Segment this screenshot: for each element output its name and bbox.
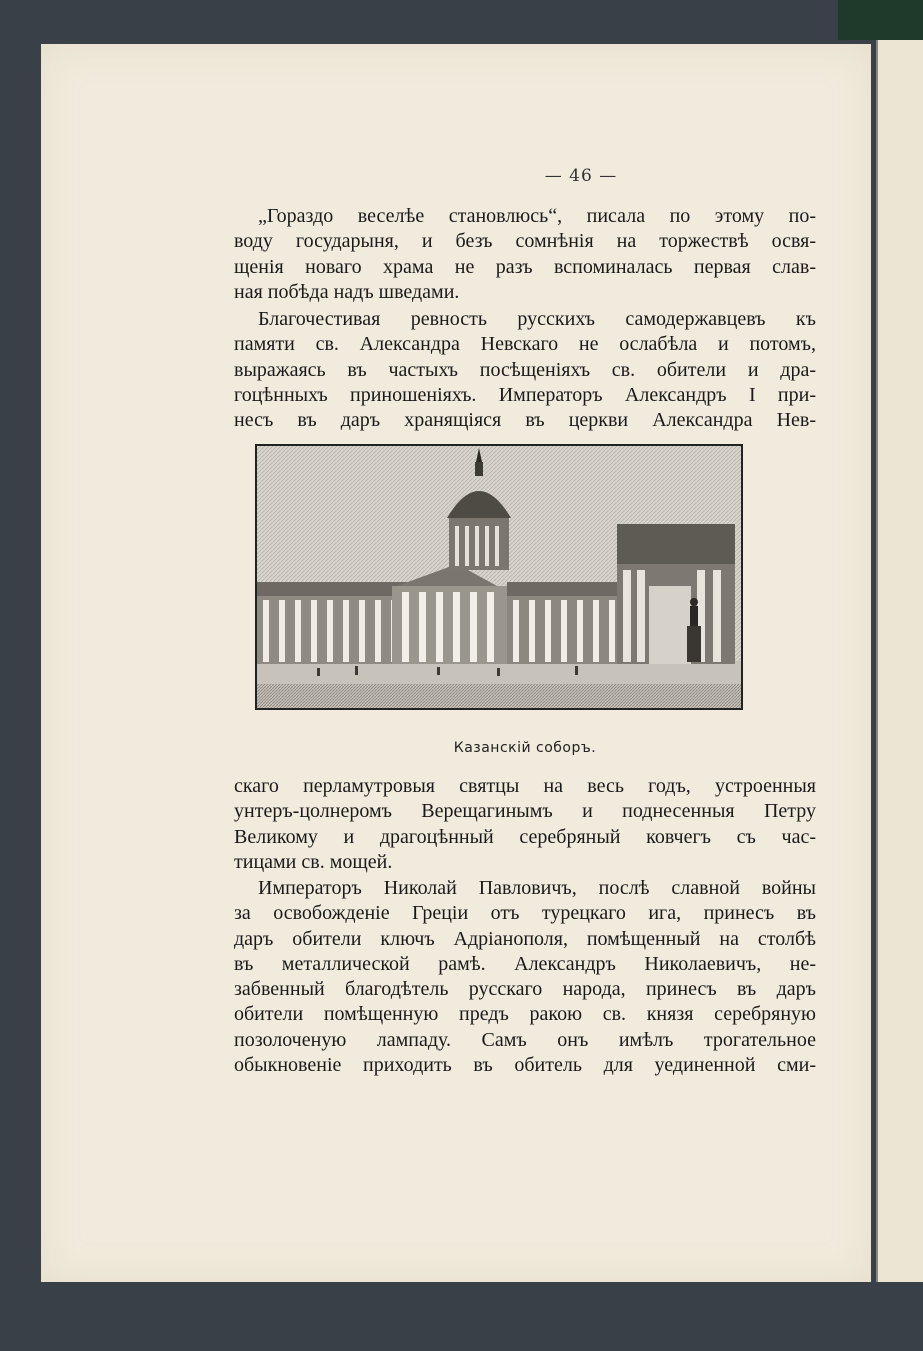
text-line: даръ обители ключъ Адріанополя, помѣщенный на столбѣ (234, 927, 816, 950)
text-line: Благочестивая ревность русскихъ самодержавцевъ къ (258, 308, 816, 330)
text-line: несъ въ даръ хранящіяся въ церкви Александра Нев- (234, 409, 816, 432)
text-line: скаго перламутровыя святцы на весь годъ, устроенныя (234, 775, 816, 797)
text-line: въ металлической рамѣ. Александръ Николаевичъ, не- (234, 952, 816, 975)
paragraph-2 (234, 307, 816, 433)
text-line: унтеръ-цолнеромъ Верещагинымъ и поднесенныя Петру (234, 800, 816, 823)
text-line: Императоръ Николай Павловичъ, послѣ славной войны (258, 877, 816, 899)
book-page (41, 44, 871, 1282)
text-line: тицами св. мощей. (234, 850, 393, 873)
text-line: „Гораздо веселѣе становлюсь“, писала по этому по- (258, 205, 816, 227)
text-line: ная побѣда надъ шведами. (234, 280, 460, 303)
text-line: Великому и драгоцѣнный серебряный ковчегъ съ час- (234, 825, 816, 848)
paragraph-1 (234, 204, 816, 305)
text-line: выражаясь въ частыхъ посѣщеніяхъ св. обители и дра- (234, 358, 816, 381)
text-line: за освобожденіе Греціи отъ турецкаго ига, принесъ въ (234, 902, 816, 925)
text-line: щенія новаго храма не разъ вспоминалась первая слав- (234, 255, 816, 278)
adjacent-page-edge (876, 40, 923, 1282)
text-line: забвенный благодѣтель русскаго народа, принесъ въ даръ (234, 978, 816, 1001)
paragraph-4 (234, 876, 816, 1078)
text-line: обыкновеніе приходить въ обитель для уединенной сми- (234, 1054, 816, 1077)
page-number: — 46 — (544, 166, 618, 186)
book-cover-edge (838, 0, 923, 40)
figure-caption: Казанскій соборъ. (453, 740, 597, 756)
text-line: памяти св. Александра Невскаго не ослабѣла и потомъ, (234, 333, 816, 356)
kazan-cathedral-engraving (255, 444, 743, 710)
paragraph-3 (234, 774, 816, 875)
text-line: гоцѣнныхъ приношеніяхъ. Императоръ Александръ I при- (234, 383, 816, 406)
text-line: позолоченую лампаду. Самъ онъ имѣлъ трогательное (234, 1028, 816, 1051)
text-line: воду государыня, и безъ сомнѣнія на торжествѣ освя- (234, 230, 816, 253)
text-line: обители помѣщенную предъ ракою св. князя серебряную (234, 1003, 816, 1026)
